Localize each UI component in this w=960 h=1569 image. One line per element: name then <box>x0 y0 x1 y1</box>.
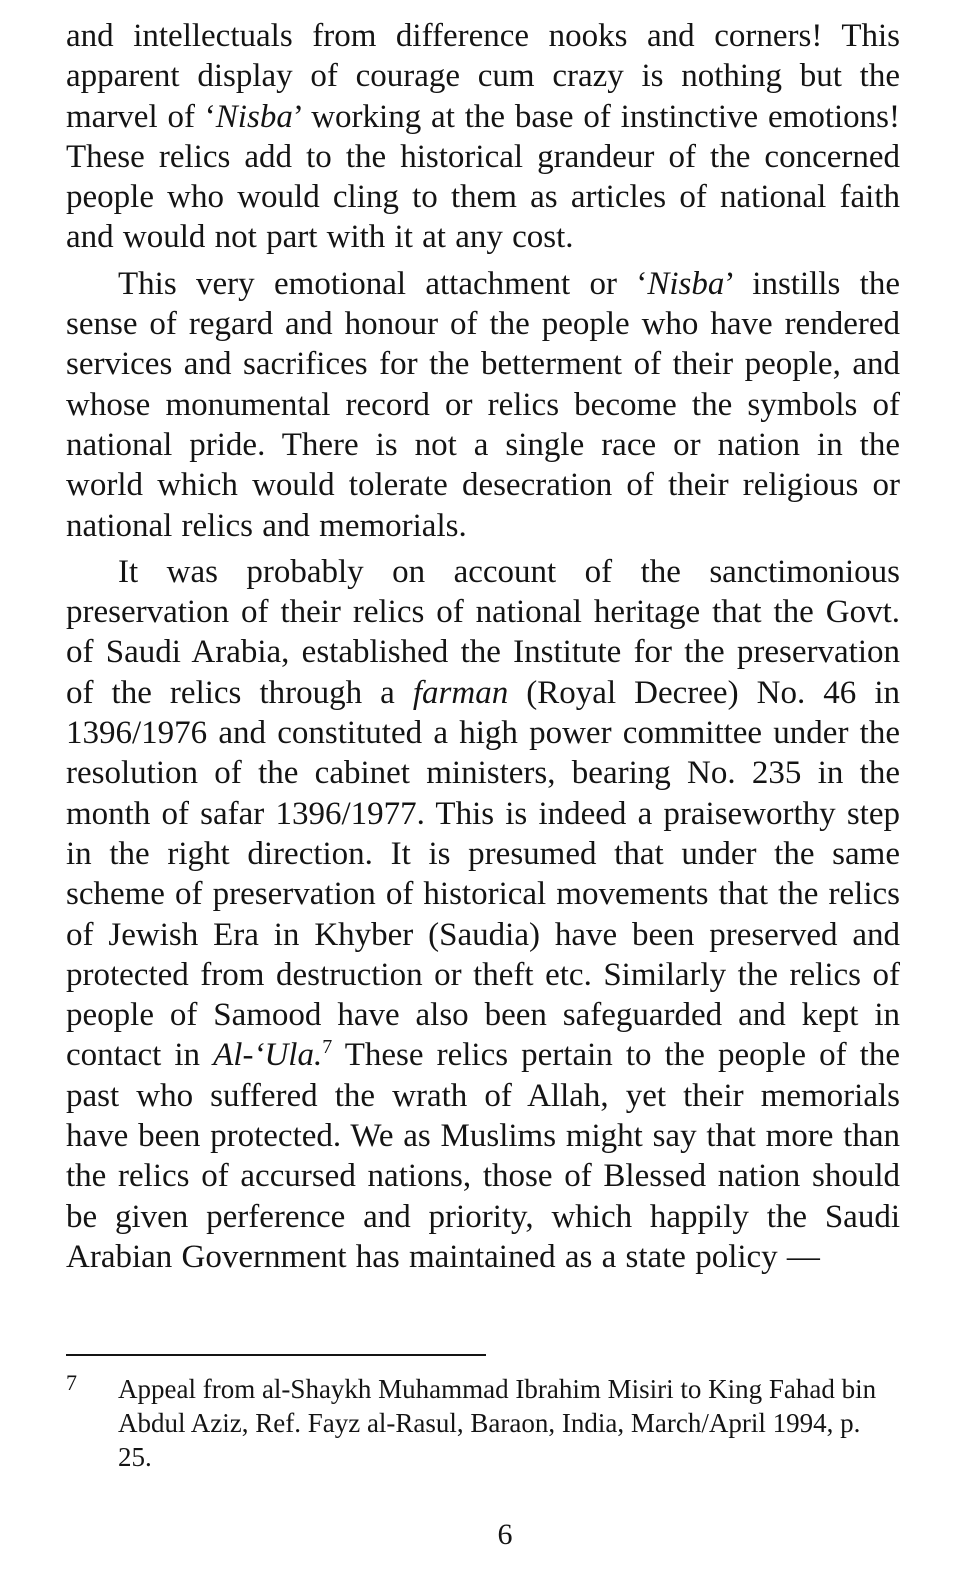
footnote-divider <box>66 1354 486 1356</box>
italic-term-farman: farman <box>412 674 509 711</box>
italic-place-al-ula: Al-‘Ula. <box>213 1037 323 1074</box>
text-span: and intellectuals from difference nooks and corners! This apparent display of courage cum crazy is nothing but the marvel of ‘ <box>66 18 900 135</box>
italic-term-nisba: Nisba <box>647 265 725 302</box>
text-span: This very emotional attachment or ‘ <box>118 265 648 302</box>
footnote <box>66 1372 900 1474</box>
footnote-reference[interactable]: 7 <box>322 1036 333 1059</box>
body-text <box>66 16 900 1277</box>
text-span: ’ instills the sense of regard and honour of the people who have rendered services and sacrifices for the betterment of their people, and whose monumental record or relics become the symbols of national pride. There is not a single race or nation in the world which would tolerate desecration of their religious or national relics and memorials. <box>66 265 900 544</box>
footnote-text: Appeal from al-Shaykh Muhammad Ibrahim Misiri to King Fahad bin Abdul Aziz, Ref. Fayz al-Rasul, Baraon, India, March/April 1994, p. 25. <box>118 1374 877 1472</box>
paragraph-1 <box>66 16 900 258</box>
footnote-number: 7 <box>66 1370 77 1395</box>
paragraph-3 <box>66 552 900 1277</box>
text-span: (Royal Decree) No. 46 in 1396/1976 and constituted a high power committee under the resolution of the cabinet ministers, bearing No. 235 in the month of safar 1396/1977. This is indeed a praiseworthy step in the right direction. It is presumed that under the same scheme of preservation of historical movements that the relics of Jewish Era in Khyber (Saudia) have been preserved and protected from destruction or theft etc. Similarly the relics of people of Samood have also been safeguarded and kept in contact in <box>66 674 901 1074</box>
paragraph-2 <box>66 264 900 546</box>
text-span: It was probably on account of the sanctimonious preservation of their relics of national heritage that the Govt. of Saudi Arabia, established the Institute for the preservation of the relics through a <box>66 553 900 711</box>
text-span: ’ working at the base of instinctive emotions! These relics add to the historical grandeur of the concerned people who would cling to them as articles of national faith and would not part with it at any cost. <box>66 98 900 256</box>
text-span: These relics pertain to the people of the past who suffered the wrath of Allah, yet their memorials have been protected. We as Muslims might say that more than the relics of accursed nations, those of Blessed nation should be given perference and priority, which happily the Saudi Arabian Government has maintained as a state policy — <box>66 1037 900 1275</box>
page-number: 6 <box>497 1518 513 1551</box>
italic-term-nisba: Nisba <box>215 98 293 135</box>
